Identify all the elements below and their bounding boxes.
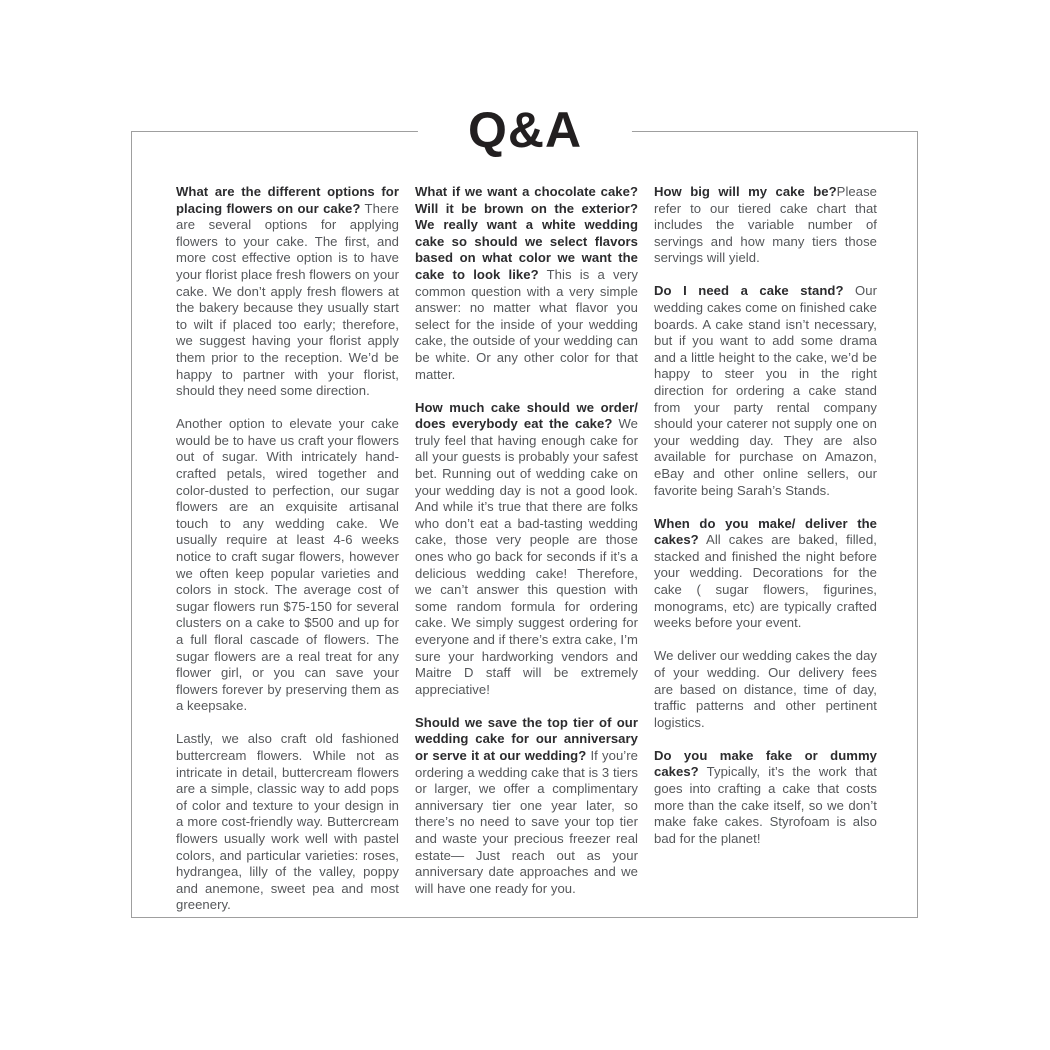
qa-paragraph-cake-stand (654, 283, 877, 499)
qa-question: How much cake should we order/ does everybody eat the cake? (415, 399, 638, 432)
qa-paragraph-flowers (176, 184, 399, 400)
qa-column-3 (654, 184, 877, 914)
qa-answer: We deliver our wedding cakes the day of your wedding. Our delivery fees are based on distance, time of day, traffic patterns and other pertinent logistics. (654, 648, 877, 730)
qa-answer: Typically, it’s the work that goes into crafting a cake that costs more than the cake itself, so we don’t make fake cakes. Styrofoam is also bad for the planet! (654, 764, 877, 846)
qa-question: When do you make/ deliver the cakes? (654, 515, 877, 548)
qa-paragraph-delivery-fees (654, 648, 877, 731)
qa-question: How big will my cake be? (654, 184, 837, 199)
qa-paragraph-cake-size (654, 184, 877, 267)
qa-question: Should we save the top tier of our wedding cake for our anniversary or serve it at our wedding? (415, 714, 638, 763)
qa-answer: Lastly, we also craft old fashioned buttercream flowers. While not as intricate in detail, buttercream flowers are a simple, classic way to add pops of color and texture to your design in a more cost-friendly way. Buttercream flowers usually work well with pastel colors, and particular varieties: roses, hydrangea, lilly of the valley, poppy and anemone, sweet pea and most greenery. (176, 731, 399, 913)
qa-paragraph-make-deliver (654, 516, 877, 632)
qa-paragraph-sugar-flowers (176, 416, 399, 715)
qa-column-2 (415, 184, 638, 914)
qa-paragraph-how-much-cake (415, 400, 638, 699)
qa-answer: If you’re ordering a wedding cake that is 3 tiers or larger, we offer a complimentary anniversary tier one year later, so there’s no need to save your top tier and waste your precious freezer real estate— Just reach out as your anniversary date approaches and we will have one ready for you. (415, 748, 639, 896)
qa-question: Do I need a cake stand? (654, 283, 844, 299)
qa-column-1 (176, 184, 399, 914)
qa-answer: Please refer to our tiered cake chart that includes the variable number of servings and how many tiers those servings will yield. (654, 184, 877, 266)
qa-answer: Another option to elevate your cake would be to have us craft your flowers out of sugar. With intricately hand-crafted petals, wired together and color-dusted to perfection, our sugar flowers are an exquisite artisanal touch to any wedding cake. We usually require at least 4-6 weeks notice to craft sugar flowers, however we often keep popular varieties and colors in stock. The average cost of sugar flowers run $75-150 for several clusters on a cake to $500 and up for a full floral cascade of flowers. The sugar flowers are a real treat for any flower girl, or you can save your flowers forever by preserving them as a keepsake. (176, 416, 399, 714)
qa-paragraph-fake-cakes (654, 748, 877, 848)
page-title: Q&A (418, 101, 632, 159)
qa-columns (176, 184, 876, 914)
qa-answer: This is a very common question with a very simple answer: no matter what flavor you select for the inside of your wedding cake, the outside of your wedding can be white. Or any other color for that matter. (415, 266, 638, 382)
qa-question: What if we want a chocolate cake? Will it be brown on the exterior? We really want a white wedding cake so should we select flavors based on what color we want the cake to look like? (415, 184, 638, 282)
qa-answer: Our wedding cakes come on finished cake boards. A cake stand isn’t necessary, but if you want to add some drama and a little height to the cake, we’d be happy to steer you in the right direction for ordering a cake stand from your party rental company should your caterer not supply one on your wedding day. They are also available for purchase on Amazon, eBay and other online sellers, our favorite being Sarah’s Stands. (654, 283, 877, 498)
qa-question: Do you make fake or dummy cakes? (654, 747, 877, 780)
qa-paragraph-chocolate-cake (415, 184, 638, 383)
qa-answer: All cakes are baked, filled, stacked and finished the night before your wedding. Decorations for the cake ( sugar flowers, figurines, monograms, etc) are typically crafted weeks before your event. (654, 532, 877, 631)
qa-question: What are the different options for placing flowers on our cake? (176, 184, 399, 216)
qa-paragraph-buttercream-flowers (176, 731, 399, 914)
qa-answer: There are several options for applying flowers to your cake. The first, and more cost effective option is to have your florist place fresh flowers on your cake. We don’t apply fresh flowers at the bakery because they usually start to wilt if placed too early; therefore, we suggest having your florist apply them prior to the reception. We’d be happy to partner with your florist, should they need some direction. (176, 200, 400, 399)
qa-answer: We truly feel that having enough cake for all your guests is probably your safest bet. Running out of wedding cake on your wedding day is not a good look. And while it’s true that there are folks who don’t eat a bad-tasting wedding cake, those very people are those ones who go back for seconds if it’s a delicious wedding cake! Therefore, we can’t answer this question with some random formula for ordering cake. We simply suggest ordering for everyone and if there’s extra cake, I’m sure your hardworking vendors and Maitre D staff will be extremely appreciative! (415, 416, 638, 697)
qa-paragraph-top-tier (415, 715, 638, 898)
